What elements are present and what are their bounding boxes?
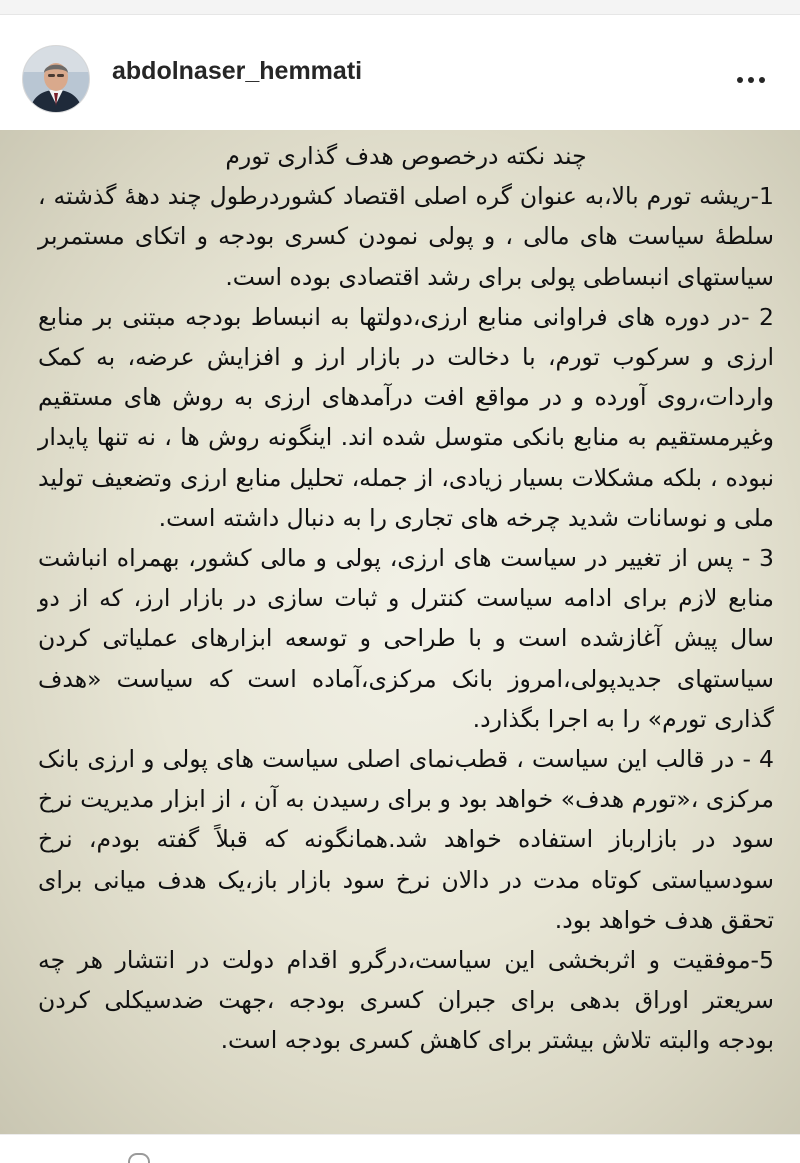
paragraph-4: 4 - در قالب این سیاست ، قطب‌نمای اصلی سیاست های پولی و ارزی بانک مرکزی ،«تورم هدف» خواهد بود و برای رسیدن به آن ، از ابزار مدیریت نرخ سود در بازارباز استفاده خواهد شد.همانگونه که قبلاً گفته بودم، نرخ سودسیاستی کوتاه مدت در دالان نرخ سود بازار باز،یک هدف میانی برای تحقق هدف خواهد بود.	[38, 745, 774, 934]
paragraph-5: 5-موفقیت و اثربخشی این سیاست،درگرو اقدام دولت در انتشار هر چه سریعتر اوراق بدهی برای جبران کسری بودجه ،جهت ضدسیکلی کردن بودجه والبته تلاش بیشتر برای کاهش کسری بودجه است.	[38, 946, 774, 1055]
profile-photo-icon	[23, 46, 89, 112]
dot	[759, 77, 765, 83]
post-title: چند نکته درخصوص هدف گذاری تورم	[225, 142, 587, 170]
dot	[737, 77, 743, 83]
username[interactable]: abdolnaser_hemmati	[112, 57, 363, 85]
paragraph-1: 1-ریشه تورم بالا،به عنوان گره اصلی اقتصاد کشوردرطول چند دهۀ گذشته ، سلطۀ سیاست های مالی ، و پولی نمودن کسری بودجه و اتکای مستمربر سیاستهای انبساطی پولی برای رشد اقتصادی بوده است.	[38, 182, 774, 291]
avatar[interactable]	[22, 45, 90, 113]
action-bar	[0, 1134, 800, 1161]
dot	[748, 77, 754, 83]
paragraph-2: 2 -در دوره های فراوانی منابع ارزی،دولتها به انبساط بودجه مبتنی بر منابع ارزی و سرکوب تورم، با دخالت در بازار ارز و افزایش عرضه، به کمک واردات،روی آورده و در مواقع افت درآمدهای ارزی به روش های مستقیم وغیرمستقیم به منابع بانکی متوسل شده اند. اینگونه روش ها ، نه تنها پایدار نبوده ، بلکه مشکلات بسیار زیادی، از جمله، تحلیل منابع ارزی وتضعیف تولید ملی و نوسانات شدید چرخه های تجاری را به دنبال داشته است.	[38, 302, 774, 532]
status-strip	[0, 0, 800, 15]
post-header	[0, 15, 800, 130]
more-options-icon[interactable]	[734, 63, 768, 97]
paragraph-3: 3 - پس از تغییر در سیاست های ارزی، پولی و مالی کشور، بهمراه انباشت منابع لازم برای ادامه سیاست کنترل و ثبات سازی در بازار ارز، که از دو سال پیش آغازشده است و با طراحی و توسعه ابزارهای عملیاتی کردن سیاستهای جدیدپولی،امروز بانک مرکزی،آماده است که سیاست «هدف گذاری تورم» را به اجرا بگذارد.	[38, 544, 774, 733]
like-icon[interactable]	[128, 1153, 150, 1163]
post-text	[38, 136, 774, 1061]
post-image[interactable]	[0, 130, 800, 1134]
